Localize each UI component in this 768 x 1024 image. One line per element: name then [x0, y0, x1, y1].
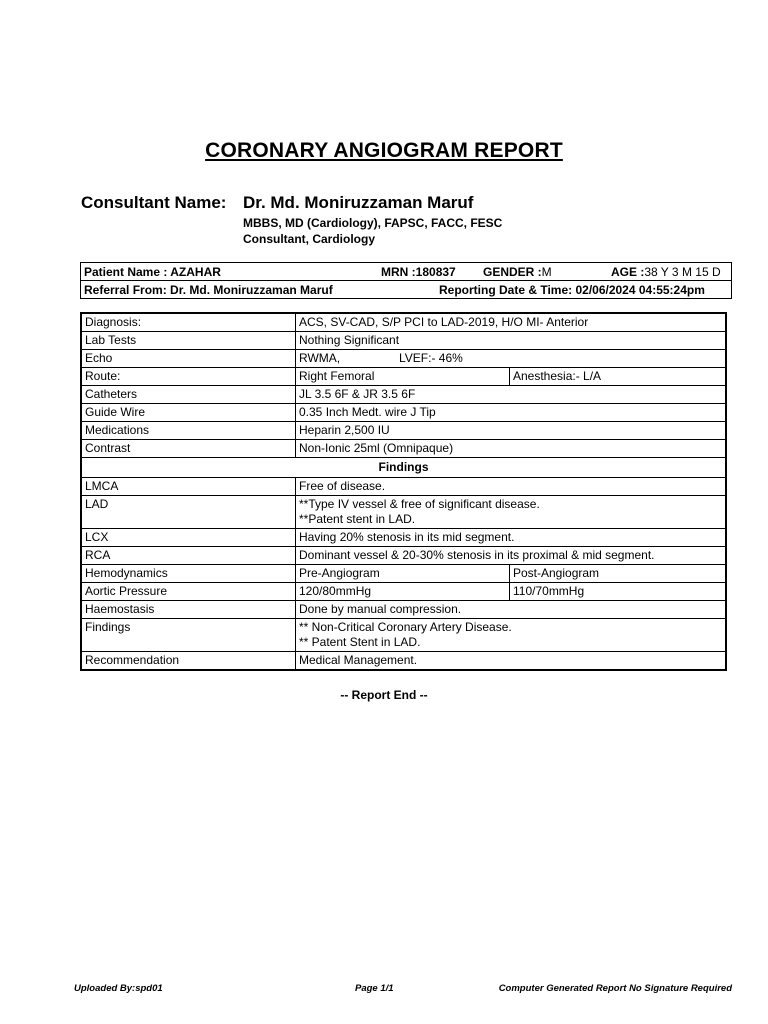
footer-signature-note: Computer Generated Report No Signature Required [498, 983, 732, 994]
findings-section-header [81, 458, 726, 478]
lab-tests-value: Nothing Significant [296, 332, 727, 350]
row-label: Recommendation [81, 652, 296, 671]
patient-info-box [80, 262, 732, 299]
table-row [81, 652, 726, 671]
referral-value: Dr. Md. Moniruzzaman Maruf [170, 283, 333, 297]
footer-page-number: Page 1/1 [355, 983, 394, 994]
table-row [81, 583, 726, 601]
consultant-credentials [243, 215, 502, 247]
age-label: AGE : [611, 265, 645, 279]
footer-uploaded-by: Uploaded By:spd01 [74, 983, 163, 994]
referral-field [84, 283, 333, 297]
table-row [81, 350, 726, 368]
table-row [81, 440, 726, 458]
table-row [81, 313, 726, 332]
row-label: Findings [81, 619, 296, 652]
mrn-label: MRN : [381, 265, 416, 279]
row-label: Catheters [81, 386, 296, 404]
row-label: Aortic Pressure [81, 583, 296, 601]
findings-heading: Findings [81, 458, 726, 478]
mrn-value: 180837 [415, 265, 456, 279]
gender-field [483, 265, 552, 279]
report-title: CORONARY ANGIOGRAM REPORT [205, 139, 563, 162]
patient-name-label: Patient Name : [84, 265, 168, 279]
findings-line-1: ** Non-Critical Coronary Artery Disease. [299, 620, 512, 634]
table-row [81, 386, 726, 404]
lvef-value: LVEF:- 46% [399, 351, 463, 365]
table-row [81, 565, 726, 583]
patient-name: AZAHAR [170, 265, 221, 279]
post-aortic-pressure: 110/70mmHg [510, 583, 727, 601]
consultant-line [81, 193, 473, 213]
report-date-label: Reporting Date & Time: [439, 283, 573, 297]
age-field [611, 265, 721, 279]
gender-label: GENDER : [483, 265, 542, 279]
recommendation-value: Medical Management. [296, 652, 727, 671]
patient-info-row [81, 263, 731, 280]
consultant-label: Consultant Name: [81, 193, 227, 212]
row-label: Medications [81, 422, 296, 440]
row-label: Guide Wire [81, 404, 296, 422]
table-row [81, 529, 726, 547]
table-row [81, 332, 726, 350]
consultant-qualifications: MBBS, MD (Cardiology), FAPSC, FACC, FESC [243, 216, 503, 230]
table-row [81, 496, 726, 529]
consultant-designation: Consultant, Cardiology [243, 232, 375, 246]
row-label: LCX [81, 529, 296, 547]
gender-value: M [541, 265, 552, 279]
row-label: RCA [81, 547, 296, 565]
consultant-name: Dr. Md. Moniruzzaman Maruf [243, 193, 474, 212]
row-label: Haemostasis [81, 601, 296, 619]
report-end-marker: -- Report End -- [340, 688, 428, 702]
table-row [81, 404, 726, 422]
echo-value [296, 350, 727, 368]
route-value: Right Femoral [296, 368, 510, 386]
rca-value: Dominant vessel & 20-30% stenosis in its proximal & mid segment. [296, 547, 727, 565]
findings-value [296, 619, 727, 652]
lmca-value: Free of disease. [296, 478, 727, 496]
haemostasis-value: Done by manual compression. [296, 601, 727, 619]
lad-value [296, 496, 727, 529]
table-row [81, 368, 726, 386]
row-label: Diagnosis: [81, 313, 296, 332]
post-angiogram-header: Post-Angiogram [510, 565, 727, 583]
lcx-value: Having 20% stenosis in its mid segment. [296, 529, 727, 547]
findings-line-2: ** Patent Stent in LAD. [299, 635, 421, 649]
referral-label: Referral From: [84, 283, 167, 297]
table-row [81, 547, 726, 565]
row-label: Lab Tests [81, 332, 296, 350]
row-label: LAD [81, 496, 296, 529]
report-date-value: 02/06/2024 04:55:24pm [575, 283, 705, 297]
row-label: Contrast [81, 440, 296, 458]
guide-wire-value: 0.35 Inch Medt. wire J Tip [296, 404, 727, 422]
table-row [81, 619, 726, 652]
table-row [81, 422, 726, 440]
catheters-value: JL 3.5 6F & JR 3.5 6F [296, 386, 727, 404]
medications-value: Heparin 2,500 IU [296, 422, 727, 440]
referral-info-row [81, 280, 731, 298]
rwma-value: RWMA, [299, 351, 341, 365]
table-row [81, 601, 726, 619]
contrast-value: Non-Ionic 25ml (Omnipaque) [296, 440, 727, 458]
lad-line-2: **Patent stent in LAD. [299, 512, 416, 526]
mrn-field [381, 265, 456, 279]
table-row [81, 478, 726, 496]
report-date-field [439, 283, 705, 297]
diagnosis-value: ACS, SV-CAD, S/P PCI to LAD-2019, H/O MI- Anterior [296, 313, 727, 332]
row-label: Echo [81, 350, 296, 368]
pre-angiogram-header: Pre-Angiogram [296, 565, 510, 583]
pre-aortic-pressure: 120/80mmHg [296, 583, 510, 601]
row-label: Hemodynamics [81, 565, 296, 583]
row-label: Route: [81, 368, 296, 386]
patient-name-field [84, 265, 221, 279]
row-label: LMCA [81, 478, 296, 496]
anesthesia-value: Anesthesia:- L/A [510, 368, 727, 386]
age-value: 38 Y 3 M 15 D [644, 265, 721, 279]
report-table [80, 312, 727, 671]
lad-line-1: **Type IV vessel & free of significant disease. [299, 497, 540, 511]
